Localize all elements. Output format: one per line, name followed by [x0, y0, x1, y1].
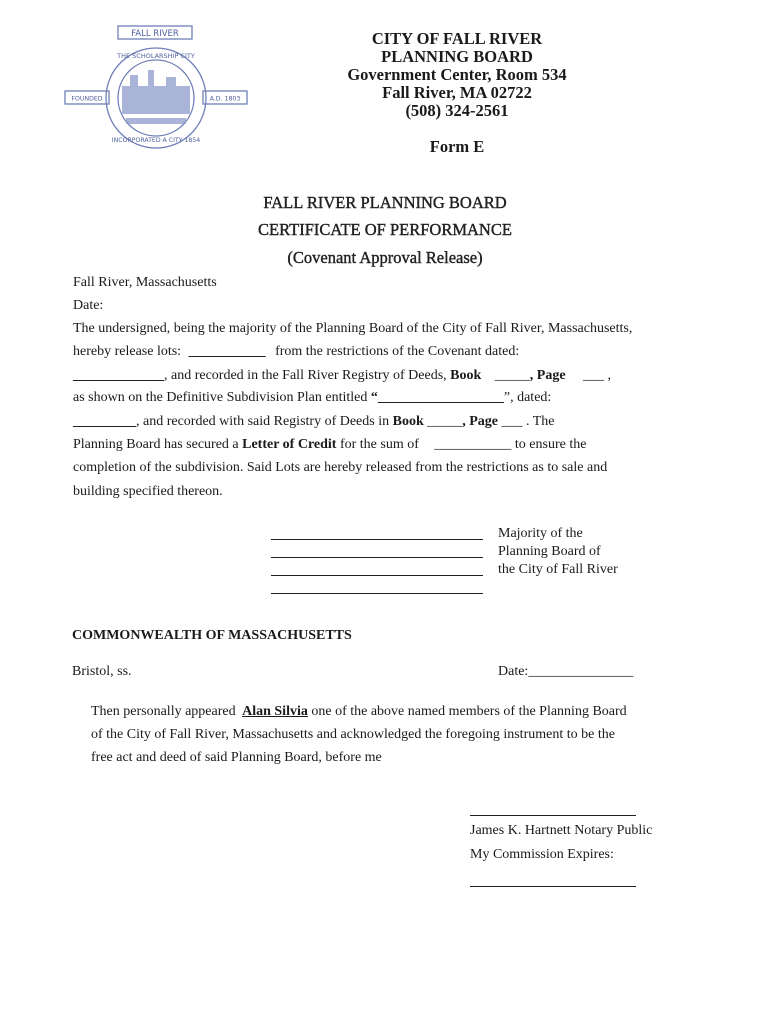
seal-right-text: A.D. 1803 [209, 95, 241, 103]
commonwealth-heading: COMMONWEALTH OF MASSACHUSETTS [72, 628, 352, 643]
seal-ring-text: THE SCHOLARSHIP CITY [117, 52, 195, 60]
member-name: Alan Silvia [242, 704, 308, 719]
title-board: FALL RIVER PLANNING BOARD [263, 193, 507, 212]
location-line: Fall River, Massachusetts [73, 275, 217, 290]
seal-bottom-text: INCORPORATED A CITY 1854 [111, 137, 201, 144]
signature-line-1[interactable] [271, 539, 483, 540]
body-line-1: The undersigned, being the majority of the Planning Board of the City of Fall River, Massachusetts, [73, 321, 633, 336]
title-certificate: CERTIFICATE OF PERFORMANCE [258, 220, 512, 239]
appeared-text: Then personally appeared [91, 704, 236, 719]
plan-text: as shown on the Definitive Subdivision Plan entitled [73, 390, 368, 405]
signature-line-3[interactable] [271, 575, 483, 576]
notary-signature-line[interactable] [470, 815, 636, 816]
sum-text: for the sum of [339, 437, 419, 452]
date-label: Date: [73, 298, 104, 313]
commission-date-line[interactable] [470, 886, 636, 887]
header-phone: (508) 324-2561 [405, 101, 509, 120]
page-label-2: , Page [462, 414, 498, 429]
form-label: Form E [429, 137, 485, 156]
sig-caption-1: Majority of the [498, 526, 583, 541]
ensure-text: to ensure the [514, 437, 587, 452]
book-blank-2[interactable]: _____ [427, 414, 463, 429]
signature-line-4[interactable] [271, 593, 483, 594]
recorded-text: , and recorded with said Registry of Deeds in [136, 414, 390, 429]
header-address: Government Center, Room 534 [347, 65, 567, 84]
header-city: CITY OF FALL RIVER [371, 29, 543, 48]
header-city-state: Fall River, MA 02722 [382, 83, 532, 102]
secured-text: Planning Board has secured a [73, 437, 239, 452]
signature-line-2[interactable] [271, 557, 483, 558]
letter-of-credit: Letter of Credit [242, 437, 337, 452]
sig-caption-3: the City of Fall River [498, 562, 618, 577]
release-text: hereby release lots: [73, 344, 182, 359]
the-text: . The [526, 414, 555, 429]
seal-top-text: FALL RIVER [131, 29, 179, 39]
quote-close: ”, dated: [503, 390, 552, 405]
plan-title-blank[interactable]: __________________ [377, 390, 504, 405]
book-label: Book [450, 368, 482, 383]
book-blank[interactable]: _____ [494, 368, 530, 383]
body-line-2 [73, 340, 519, 363]
covenant-text: from the restrictions of the Covenant dated: [275, 344, 520, 359]
body-line-5 [73, 410, 555, 433]
covenant-date-blank[interactable]: _____________ [73, 368, 164, 383]
notary-line-1 [91, 700, 627, 723]
plan-date-blank[interactable]: _________ [73, 414, 136, 429]
notary-line-2: of the City of Fall River, Massachusetts and acknowledged the foregoing instrument to be the [91, 727, 615, 742]
header-board: PLANNING BOARD [381, 47, 533, 66]
quote-open: “ [370, 390, 378, 405]
body-line-6 [73, 433, 586, 456]
notary-date-label: Date: [498, 664, 529, 679]
commission-label: My Commission Expires: [470, 847, 614, 862]
title-subtitle: (Covenant Approval Release) [287, 248, 483, 267]
page-label: , Page [529, 368, 566, 383]
body-line-7: completion of the subdivision. Said Lots are hereby released from the restrictions as to sale and [73, 460, 608, 475]
notary-name: James K. Hartnett Notary Public [470, 823, 653, 838]
member-text: one of the above named members of the Planning Board [311, 704, 627, 719]
lots-blank[interactable]: ___________ [188, 344, 266, 359]
page-blank-2[interactable]: ___ [501, 414, 523, 429]
notary-date [498, 664, 633, 680]
city-seal-logo [60, 20, 252, 150]
book-label-2: Book [392, 414, 424, 429]
comma: , [607, 368, 612, 383]
page-blank[interactable]: ___ [583, 368, 605, 383]
notary-line-3: free act and deed of said Planning Board, before me [91, 750, 382, 765]
registry-text: , and recorded in the Fall River Registry of Deeds, [164, 368, 447, 383]
sum-blank[interactable]: ___________ [434, 437, 512, 452]
body-line-4 [73, 386, 551, 409]
body-line-3 [73, 364, 611, 387]
body-line-8: building specified thereon. [73, 484, 223, 499]
seal-left-text: FOUNDED [71, 95, 103, 103]
notary-date-blank[interactable]: _______________ [528, 664, 634, 679]
sig-caption-2: Planning Board of [498, 544, 601, 559]
county: Bristol, ss. [72, 664, 132, 679]
